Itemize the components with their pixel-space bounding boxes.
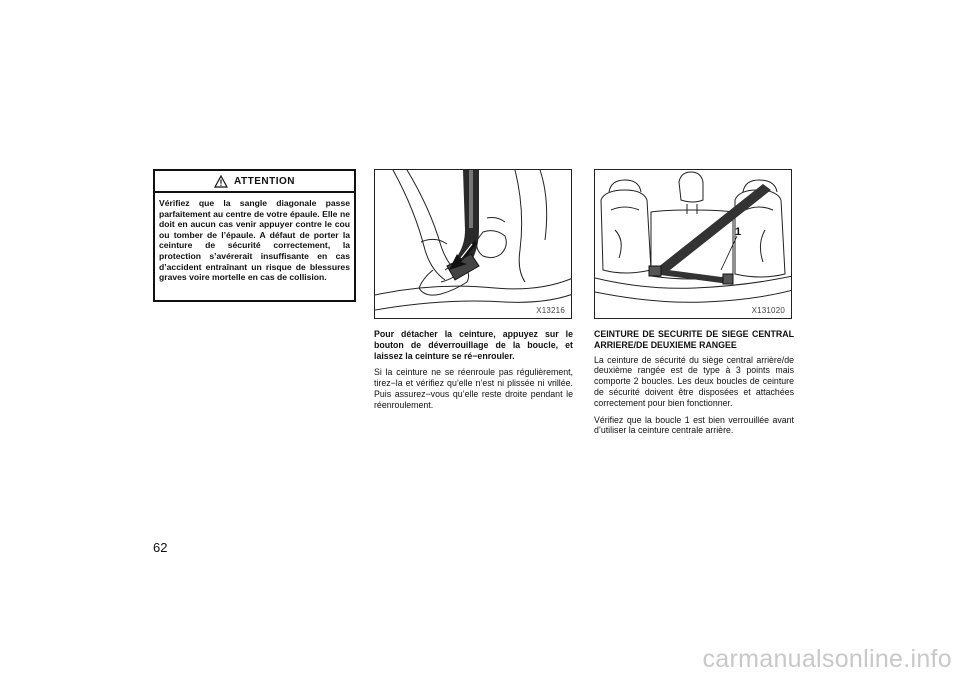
watermark: carmanualsonline.info: [702, 645, 952, 673]
rear-seat-drawing: [595, 170, 792, 319]
attention-box: [153, 169, 356, 302]
middle-column-text: [374, 329, 573, 417]
retract-note: Si la ceinture ne se réenroule pas régulièrement, tirez−la et vérifiez qu’elle n’est ni plissée ni vrillée. Puis assurez−vous qu’elle reste droite pendant le réenroulement.: [374, 367, 573, 410]
unbuckle-instruction: Pour détacher la ceinture, appuyez sur le bouton de déverrouillage de la boucle, et laissez la ceinture se ré−enrouler.: [374, 329, 573, 361]
buckle-release-drawing: [375, 170, 572, 319]
buckle-release-illustration: [374, 169, 572, 319]
figure-code: X131020: [751, 306, 785, 315]
rear-center-seatbelt-illustration: [594, 169, 792, 319]
section-paragraph-2: Vérifiez que la boucle 1 est bien verrouillée avant d’utiliser la ceinture centrale arrière.: [594, 414, 794, 436]
attention-title: ATTENTION: [234, 175, 295, 187]
attention-header: [155, 171, 354, 193]
warning-triangle-icon: [214, 175, 228, 188]
section-paragraph-1: La ceinture de sécurité du siège central arrière/de deuxième rangée est de type à 3 points mais comporte 2 boucles. Les deux boucles de ceinture de sécurité doivent être disposées et attachées correctement pour bien fonctionner.: [594, 354, 794, 408]
figure-code: X13216: [536, 306, 565, 315]
section-heading: CEINTURE DE SECURITE DE SIEGE CENTRAL ARRIERE/DE DEUXIEME RANGEE: [594, 329, 794, 350]
callout-1: 1: [735, 226, 742, 238]
right-column-text: [594, 329, 794, 442]
attention-text: Vérifiez que la sangle diagonale passe parfaitement au centre de votre épaule. Elle ne doit en aucun cas venir appuyer contre le cou ou tomber de l’épaule. A défaut de porter la ceinture de sécurité correctement, la protection s’avérerait insuffisante en cas d’accident entraînant un risque de blessures graves voire mortelle en cas de collision.: [159, 198, 350, 283]
page-number: 62: [153, 540, 168, 555]
